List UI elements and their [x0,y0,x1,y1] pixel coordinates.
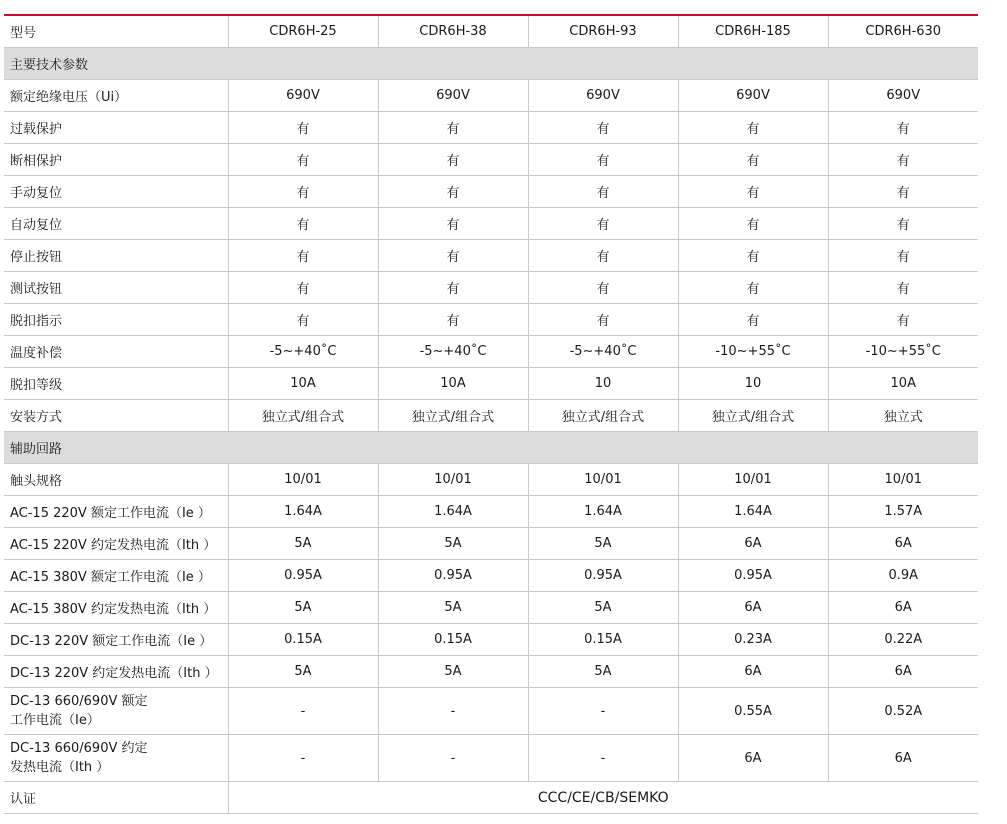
cell-value: 5A [228,656,378,688]
row-label-line: DC-13 660/690V 约定 [10,741,148,756]
cell-value: 10/01 [228,464,378,496]
cell-value: 有 [378,272,528,304]
cell-value: 10/01 [528,464,678,496]
table-row [4,624,978,656]
cell-value: 有 [828,272,978,304]
row-label: AC-15 220V 约定发热电流（Ith ） [4,528,228,560]
cell-value: 有 [678,208,828,240]
spec-table-container [4,14,977,814]
cell-value: -5~+40˚C [528,336,678,368]
table-row [4,304,978,336]
cell-value: 0.15A [228,624,378,656]
cell-value: 0.9A [828,560,978,592]
certification-row [4,782,978,814]
row-label-line: DC-13 660/690V 额定 [10,694,148,709]
model-header: CDR6H-185 [678,15,828,48]
table-row [4,144,978,176]
cell-value: -5~+40˚C [228,336,378,368]
row-label: 触头规格 [4,464,228,496]
cell-value: 有 [228,304,378,336]
cell-value: 有 [678,176,828,208]
cell-value: 独立式/组合式 [378,400,528,432]
cell-value: 5A [378,528,528,560]
cell-value: 6A [828,592,978,624]
cell-value: 690V [228,80,378,112]
table-row [4,272,978,304]
model-header: CDR6H-93 [528,15,678,48]
cell-value: 有 [828,304,978,336]
table-row [4,735,978,782]
cell-value: 独立式/组合式 [528,400,678,432]
cell-value: 有 [378,240,528,272]
cell-value: - [228,735,378,782]
table-row [4,496,978,528]
row-label: DC-13 220V 约定发热电流（Ith ） [4,656,228,688]
cell-value: 有 [828,240,978,272]
cell-value: 1.64A [678,496,828,528]
row-label [4,735,228,782]
cell-value: 有 [678,144,828,176]
spec-table [4,14,978,814]
cell-value: 有 [678,240,828,272]
row-label: 脱扣指示 [4,304,228,336]
row-label: DC-13 220V 额定工作电流（Ie ） [4,624,228,656]
header-row [4,15,978,48]
cell-value: 有 [378,112,528,144]
table-row [4,112,978,144]
cell-value: 有 [228,176,378,208]
cell-value: 0.95A [678,560,828,592]
header-label: 型号 [4,15,228,48]
cell-value: 10/01 [678,464,828,496]
cell-value: 1.57A [828,496,978,528]
section-row [4,432,978,464]
table-row [4,560,978,592]
cell-value: 有 [378,208,528,240]
row-label: 安装方式 [4,400,228,432]
cell-value: 有 [828,208,978,240]
cell-value: - [528,735,678,782]
cell-value: 有 [528,144,678,176]
cell-value: 0.95A [228,560,378,592]
cell-value: 0.95A [528,560,678,592]
cell-value: 有 [528,208,678,240]
cell-value: 6A [678,592,828,624]
row-label-line: 发热电流（Ith ） [10,760,110,775]
cell-value: 独立式/组合式 [678,400,828,432]
cell-value: 1.64A [528,496,678,528]
table-row [4,240,978,272]
table-row [4,208,978,240]
cell-value: 10/01 [378,464,528,496]
row-label [4,688,228,735]
row-label: AC-15 220V 额定工作电流（Ie ） [4,496,228,528]
cell-value: - [378,735,528,782]
cell-value: 6A [678,528,828,560]
certification-value: CCC/CE/CB/SEMKO [228,782,978,814]
cell-value: 6A [828,528,978,560]
table-row [4,80,978,112]
cell-value: 0.95A [378,560,528,592]
cell-value: 有 [378,176,528,208]
table-row [4,336,978,368]
cell-value: 0.15A [528,624,678,656]
section-title-aux: 辅助回路 [4,432,978,464]
cell-value: 有 [228,272,378,304]
cell-value: 有 [228,240,378,272]
cell-value: 有 [828,144,978,176]
cell-value: 690V [678,80,828,112]
table-row [4,368,978,400]
row-label: 脱扣等级 [4,368,228,400]
table-row [4,176,978,208]
cell-value: 独立式/组合式 [228,400,378,432]
cell-value: 有 [828,176,978,208]
cell-value: 1.64A [378,496,528,528]
cell-value: 5A [228,592,378,624]
table-row [4,464,978,496]
model-header: CDR6H-630 [828,15,978,48]
model-header: CDR6H-38 [378,15,528,48]
cell-value: 690V [828,80,978,112]
cell-value: -10~+55˚C [678,336,828,368]
cell-value: 0.23A [678,624,828,656]
row-label: 断相保护 [4,144,228,176]
cell-value: 0.52A [828,688,978,735]
row-label: 测试按钮 [4,272,228,304]
cell-value: 5A [378,592,528,624]
cell-value: 有 [378,304,528,336]
table-row [4,592,978,624]
row-label: 认证 [4,782,228,814]
table-row [4,656,978,688]
cell-value: 5A [228,528,378,560]
cell-value: - [528,688,678,735]
cell-value: 0.55A [678,688,828,735]
row-label: AC-15 380V 额定工作电流（Ie ） [4,560,228,592]
cell-value: 1.64A [228,496,378,528]
cell-value: 5A [528,528,678,560]
cell-value: 10A [828,368,978,400]
cell-value: 有 [678,112,828,144]
cell-value: 10A [228,368,378,400]
row-label: 额定绝缘电压（Ui） [4,80,228,112]
cell-value: 6A [678,656,828,688]
section-row [4,48,978,80]
cell-value: -10~+55˚C [828,336,978,368]
row-label-line: 工作电流（Ie） [10,713,100,728]
cell-value: -5~+40˚C [378,336,528,368]
cell-value: 5A [528,656,678,688]
cell-value: 10/01 [828,464,978,496]
row-label: 过载保护 [4,112,228,144]
section-title-main: 主要技术参数 [4,48,978,80]
cell-value: 有 [828,112,978,144]
cell-value: 有 [228,144,378,176]
cell-value: 6A [828,656,978,688]
table-row [4,528,978,560]
table-row [4,688,978,735]
cell-value: 有 [678,272,828,304]
table-row [4,400,978,432]
cell-value: 有 [528,112,678,144]
row-label: 自动复位 [4,208,228,240]
row-label: 手动复位 [4,176,228,208]
cell-value: 有 [228,112,378,144]
row-label: 温度补偿 [4,336,228,368]
cell-value: 6A [678,735,828,782]
cell-value: 6A [828,735,978,782]
cell-value: 10A [378,368,528,400]
cell-value: 0.22A [828,624,978,656]
cell-value: 有 [678,304,828,336]
cell-value: 有 [228,208,378,240]
cell-value: 有 [528,240,678,272]
cell-value: 有 [528,176,678,208]
model-header: CDR6H-25 [228,15,378,48]
cell-value: 690V [378,80,528,112]
row-label: AC-15 380V 约定发热电流（Ith ） [4,592,228,624]
cell-value: 有 [378,144,528,176]
cell-value: 0.15A [378,624,528,656]
row-label: 停止按钮 [4,240,228,272]
cell-value: 有 [528,272,678,304]
cell-value: 有 [528,304,678,336]
cell-value: 5A [378,656,528,688]
cell-value: - [228,688,378,735]
cell-value: 10 [528,368,678,400]
cell-value: 5A [528,592,678,624]
cell-value: 独立式 [828,400,978,432]
cell-value: 10 [678,368,828,400]
cell-value: 690V [528,80,678,112]
cell-value: - [378,688,528,735]
